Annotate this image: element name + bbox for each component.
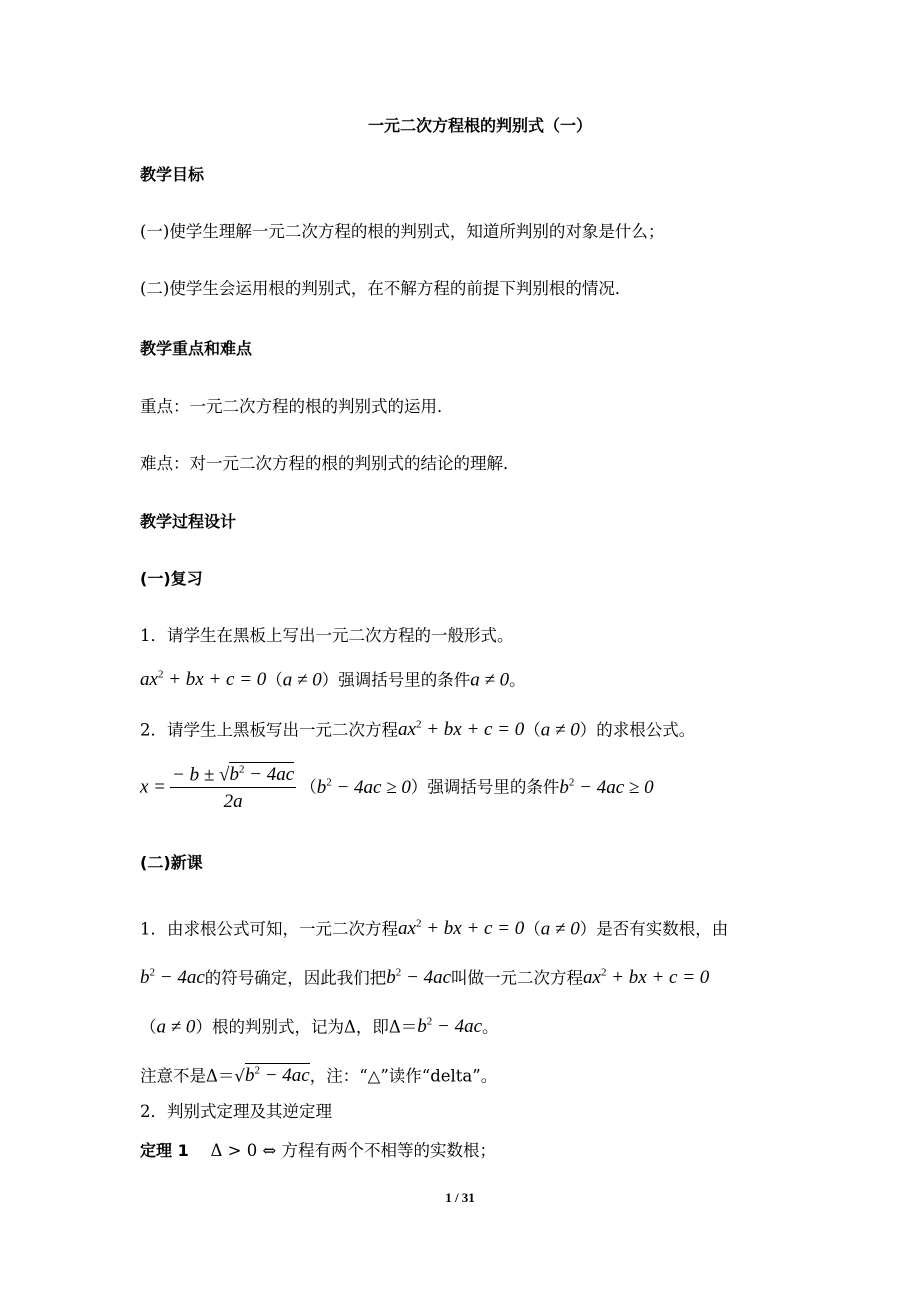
text: ，注：“△”读作“delta”。 bbox=[309, 1066, 498, 1086]
math-text: ax bbox=[398, 719, 416, 741]
text: 教学目标 bbox=[140, 165, 205, 184]
text: 一元二次方程根的判别式（一） bbox=[367, 116, 592, 135]
math-text: a ≠ 0 bbox=[540, 918, 580, 940]
text: 1．由求根公式可知，一元二次方程 bbox=[140, 919, 398, 939]
text-line bbox=[140, 765, 654, 811]
math-expression bbox=[140, 967, 205, 988]
text: 的符号确定，因此我们把 bbox=[204, 968, 387, 988]
math-text: − 4ac ≥ 0 bbox=[574, 776, 654, 798]
math-expression bbox=[245, 1063, 310, 1086]
text: 难点：对一元二次方程的根的判别式的结论的理解． bbox=[140, 454, 520, 473]
text: 叫做一元二次方程 bbox=[451, 968, 584, 988]
section-heading bbox=[0, 118, 920, 134]
text-line bbox=[140, 1066, 497, 1085]
math-text: ax bbox=[398, 918, 416, 940]
text-line bbox=[140, 670, 526, 689]
math-text: b bbox=[316, 776, 327, 798]
text: （ bbox=[524, 919, 541, 939]
superscript: 2 bbox=[157, 669, 164, 681]
text-line bbox=[140, 1143, 496, 1160]
math-text: − 4ac bbox=[155, 967, 205, 989]
section-heading bbox=[140, 167, 204, 183]
text: （ bbox=[266, 670, 283, 690]
text: ）是否有实数根，由 bbox=[579, 919, 729, 939]
math-text: − 4ac ≥ 0 bbox=[331, 776, 411, 798]
text-line bbox=[140, 1104, 332, 1121]
text-line bbox=[140, 720, 695, 739]
math-expression bbox=[386, 967, 451, 988]
text: (二)新课 bbox=[140, 853, 203, 872]
text: ）根的判别式，记为Δ，即Δ＝ bbox=[195, 1017, 418, 1037]
text: 定理 1 bbox=[140, 1141, 189, 1160]
math-text: a ≠ 0 bbox=[470, 669, 510, 691]
math-expression bbox=[140, 669, 266, 690]
math-text: a ≠ 0 bbox=[540, 719, 580, 741]
math-expression bbox=[470, 669, 509, 690]
radicand-text: − 4ac bbox=[244, 764, 295, 786]
superscript: 2 bbox=[238, 764, 245, 776]
section-heading bbox=[140, 571, 203, 587]
math-text: + bx + c = 0 bbox=[421, 719, 525, 741]
numerator-text: − b ± √ bbox=[172, 764, 230, 786]
text: 。 bbox=[482, 1017, 499, 1037]
text: 教学过程设计 bbox=[140, 512, 237, 531]
math-expression bbox=[541, 918, 580, 939]
math-text: − 4ac bbox=[432, 1016, 483, 1038]
text-line bbox=[140, 628, 514, 645]
text: 2．请学生上黑板写出一元二次方程 bbox=[140, 720, 398, 740]
math-text: − 4ac bbox=[259, 1065, 310, 1087]
math-expression bbox=[283, 669, 322, 690]
math-text: + bx + c = 0 bbox=[606, 967, 710, 989]
text: 教学重点和难点 bbox=[140, 339, 253, 358]
radicand-text: b bbox=[229, 764, 239, 786]
math-text: b bbox=[140, 967, 150, 989]
math-text: b bbox=[559, 776, 569, 798]
math-expression bbox=[317, 777, 411, 798]
math-expression bbox=[417, 1016, 482, 1037]
math-text: + bx + c = 0 bbox=[163, 669, 267, 691]
text-line bbox=[140, 281, 631, 298]
superscript: 2 bbox=[600, 967, 607, 979]
text-line bbox=[140, 968, 709, 987]
math-expression bbox=[398, 918, 524, 939]
math-expression bbox=[559, 777, 653, 798]
text: 重点：一元二次方程的根的判别式的运用． bbox=[140, 397, 454, 416]
text: 2．判别式定理及其逆定理 bbox=[140, 1102, 332, 1121]
superscript: 2 bbox=[395, 967, 402, 979]
superscript: 2 bbox=[326, 776, 332, 789]
fraction bbox=[170, 765, 296, 811]
text-line bbox=[140, 224, 664, 241]
text: （ bbox=[524, 720, 541, 740]
math-text: + bx + c = 0 bbox=[421, 918, 525, 940]
text: Δ > 0 ⇔ 方程有两个不相等的实数根； bbox=[188, 1141, 497, 1160]
math-expression bbox=[541, 719, 580, 740]
text: (二)使学生会运用根的判别式，在不解方程的前提下判别根的情况． bbox=[140, 279, 632, 298]
text: （ bbox=[300, 777, 317, 797]
text-line bbox=[140, 456, 520, 473]
text: ）强调括号里的条件 bbox=[410, 777, 560, 797]
superscript: 2 bbox=[415, 918, 422, 930]
text: 。 bbox=[509, 670, 526, 690]
math-text: ax bbox=[583, 967, 601, 989]
math-expression bbox=[583, 967, 709, 988]
math-text: a ≠ 0 bbox=[156, 1016, 196, 1038]
superscript: 2 bbox=[254, 1065, 260, 1077]
text: (一)复习 bbox=[140, 569, 203, 588]
math-text: b bbox=[417, 1016, 427, 1038]
text: （ bbox=[140, 1017, 157, 1037]
radicand bbox=[229, 762, 294, 785]
superscript: 2 bbox=[426, 1016, 433, 1028]
superscript: 2 bbox=[568, 776, 575, 789]
denominator: 2a bbox=[223, 791, 243, 813]
text-line bbox=[140, 1017, 499, 1036]
math-text: a ≠ 0 bbox=[282, 669, 322, 691]
section-heading bbox=[140, 855, 203, 871]
math-expression bbox=[140, 777, 166, 798]
section-heading bbox=[140, 341, 252, 357]
math-text: − 4ac bbox=[401, 967, 452, 989]
math-expression bbox=[398, 719, 524, 740]
text: ）强调括号里的条件 bbox=[321, 670, 471, 690]
math-text: b bbox=[386, 967, 396, 989]
math-text: b bbox=[244, 1065, 255, 1087]
math-text: ax bbox=[140, 669, 158, 691]
numerator bbox=[170, 765, 296, 788]
math-expression bbox=[157, 1016, 196, 1037]
superscript: 2 bbox=[149, 967, 155, 979]
text: (一)使学生理解一元二次方程的根的判别式，知道所判别的对象是什么； bbox=[140, 222, 665, 241]
text-line bbox=[140, 919, 728, 938]
text-line bbox=[140, 399, 454, 416]
text: ）的求根公式。 bbox=[579, 720, 696, 740]
page-number: 1 / 31 bbox=[445, 1190, 475, 1205]
section-heading bbox=[140, 514, 236, 530]
text: 1．请学生在黑板上写出一元二次方程的一般形式。 bbox=[140, 626, 514, 645]
text: 注意不是Δ＝√ bbox=[140, 1066, 245, 1086]
superscript: 2 bbox=[415, 719, 422, 731]
math-text: x = bbox=[140, 776, 167, 798]
